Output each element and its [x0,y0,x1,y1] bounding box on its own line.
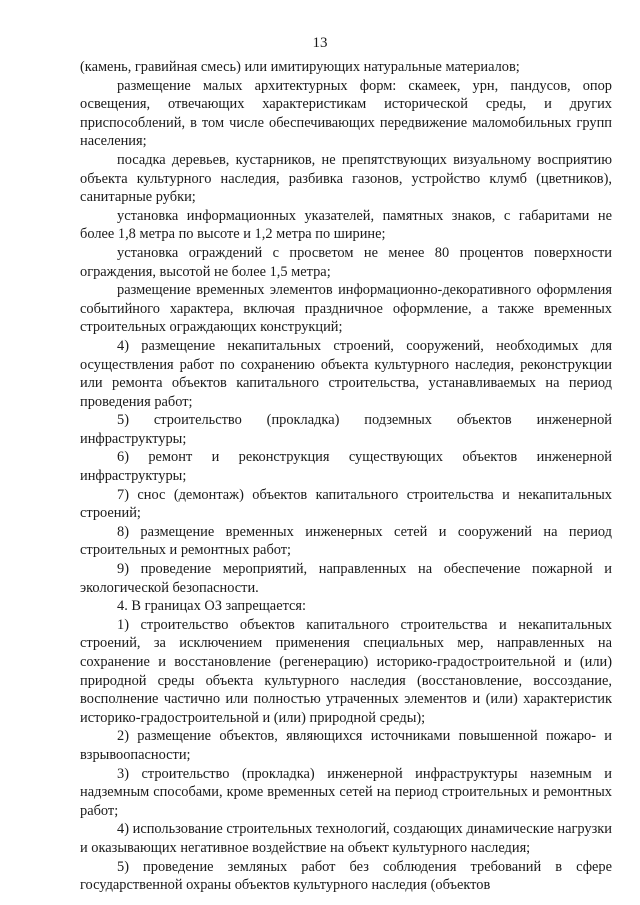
paragraph: 4) использование строительных технологий, создающих динамические нагрузки и оказывающих негативное воздействие на объект культурного наследия; [80,821,612,856]
page-number: 13 [312,35,328,51]
paragraph: 5) строительство (прокладка) подземных объектов инженерной инфраструктуры; [80,412,612,447]
paragraph: 1) строительство объектов капитального строительства и некапитальных строений, за исключением применения специальных мер, направленных на сохранение и восстановление (регенерацию) историко-градостроительной и (или) природной среды объекта культурного наследия (восстановление, воссоздание, восполнение частично или полностью утраченных элементов и (или) характеристик историко-градостроительной и (или) природной среды); [80,616,612,726]
paragraph: 6) ремонт и реконструкция существующих объектов инженерной инфраструктуры; [80,449,612,485]
paragraph: установка информационных указателей, памятных знаков, с габаритами не более 1,8 метра по высоте и 1,2 метра по ширине; [80,207,612,243]
section-heading: 4. В границах ОЗ запрещается: [117,598,307,615]
paragraph: 4) размещение некапитальных строений, сооружений, необходимых для осуществления работ по сохранению объекта культурного наследия, реконструкции или ремонта объектов капитального строительства, устанавливаемых на период проведения работ; [80,337,612,410]
paragraph: 5) проведение земляных работ без соблюдения требований в сфере государственной охраны объектов культурного наследия (объектов [80,858,612,894]
paragraph: (камень, гравийная смесь) или имитирующих натуральные материалов; [80,59,520,75]
paragraph: 9) проведение мероприятий, направленных на обеспечение пожарной и экологической безопасности. [80,561,612,596]
paragraph: посадка деревьев, кустарников, не препятствующих визуальному восприятию объекта культурного наследия, разбивка газонов, устройство клумб (цветников), санитарные рубки; [80,151,612,206]
paragraph: 7) снос (демонтаж) объектов капитального строительства и некапитальных строений; [80,486,612,522]
paragraph: 8) размещение временных инженерных сетей и сооружений на период строительных и ремонтных работ; [80,523,612,559]
paragraph: размещение малых архитектурных форм: скамеек, урн, пандусов, опор освещения, отвечающих характеристикам исторической среды, и других приспособлений, в том числе обеспечивающих передвижение маломобильных групп населения; [80,77,612,150]
paragraph: установка ограждений с просветом не менее 80 процентов поверхности ограждения, высотой не более 1,5 метра; [80,244,612,280]
document-body [80,58,612,895]
paragraph: размещение временных элементов информационно-декоративного оформления событийного характера, включая праздничное оформление, а также временных строительных ограждающих конструкций; [80,282,612,336]
paragraph: 3) строительство (прокладка) инженерной инфраструктуры наземным и надземным способами, кроме временных сетей на период строительных и ремонтных работ; [80,765,612,819]
paragraph: 2) размещение объектов, являющихся источниками повышенной пожаро- и взрывоопасности; [80,728,612,763]
